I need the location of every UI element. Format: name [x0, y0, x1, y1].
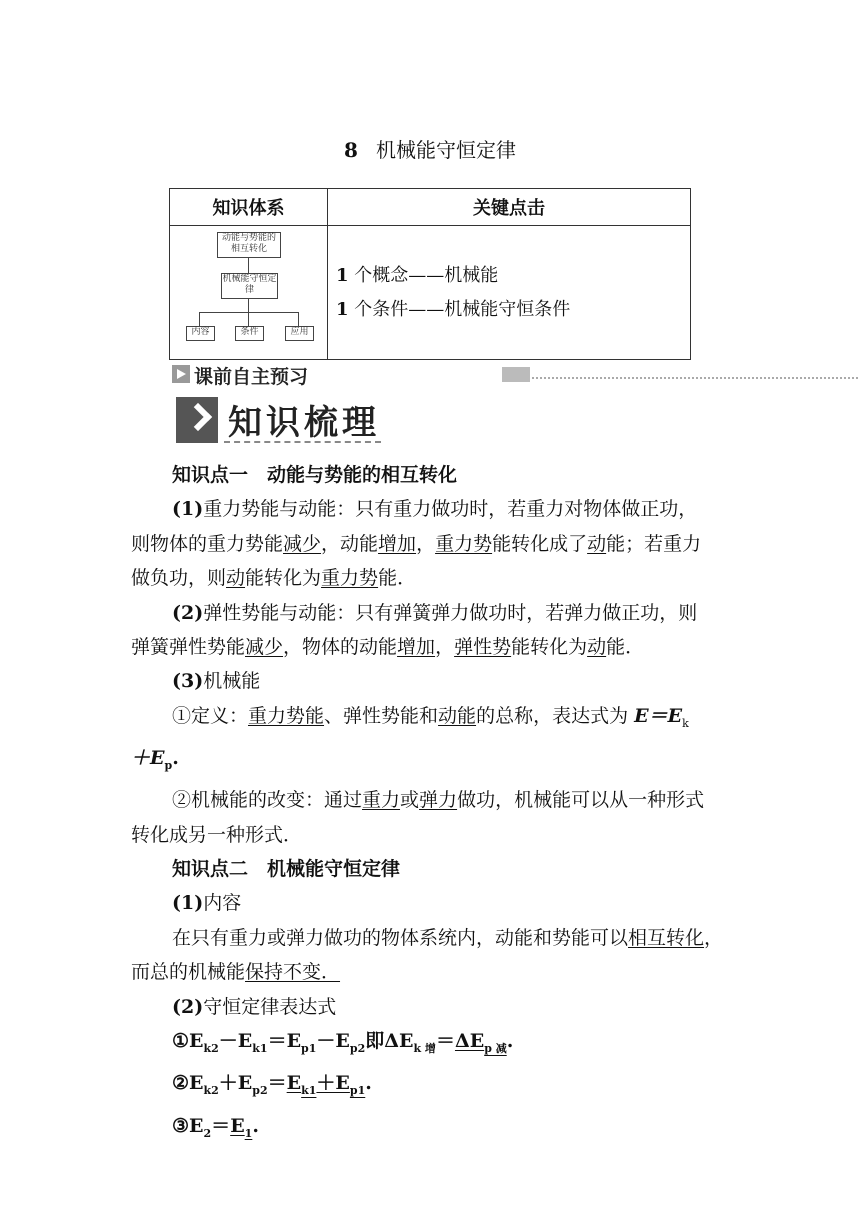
formula-2: $②E_{k2}+E_{p2}=E_{k1}+E_{p1}$. [172, 1072, 372, 1098]
diagram-connector [248, 312, 249, 326]
diagram-box-application: 应用 [285, 326, 314, 341]
paragraph: (1)重力势能与动能：只有重力做功时，若重力对物体做正功， [172, 498, 698, 521]
section-bar-dots [532, 377, 860, 379]
key-point: 1 个条件——机械能守恒条件 [336, 298, 571, 320]
paragraph: ①定义：重力势能、弹性势能和动能的总称，表达式为 $E=E_k$ [172, 704, 689, 730]
key-points-cell [328, 226, 691, 360]
table-header-left: 知识体系 [170, 189, 328, 226]
big-heading [176, 397, 381, 445]
title-number: 8 [344, 138, 358, 162]
key-point: 1 个概念——机械能 [336, 264, 499, 286]
diagram-box-content: 内容 [186, 326, 215, 341]
paragraph: 弹簧弹性势能减少，物体的动能增加，弹性势能转化为动能． [131, 636, 645, 659]
section-bar [172, 364, 778, 388]
content-body [131, 458, 731, 1151]
paragraph: 而总的机械能保持不变． [131, 961, 341, 984]
diagram-cell [170, 226, 328, 360]
arrow-icon [172, 365, 190, 383]
formula-3: $③E_2=E_1$. [172, 1114, 259, 1140]
kp2-title: 知识点二 机械能守恒定律 [172, 858, 401, 881]
paragraph: 转化成另一种形式． [131, 823, 303, 846]
paragraph: (2)守恒定律表达式 [172, 995, 337, 1018]
paragraph: 则物体的重力势能减少，动能增加，重力势能转化成了动能；若重力 [131, 532, 702, 555]
diagram-connector [248, 257, 249, 273]
diagram-connector [199, 312, 299, 313]
section-bar-block [502, 367, 530, 382]
diagram-connector [248, 298, 249, 312]
big-heading-underline [224, 441, 381, 443]
paragraph: (2)弹性势能与动能：只有弹簧弹力做功时，若弹力做正功，则 [172, 601, 698, 624]
diagram-top-box: 动能与势能的相互转化 [217, 232, 281, 258]
paragraph: $+E_p$. [131, 747, 179, 772]
formula-1: $①E_{k2}-E_{k1}=E_{p1}-E_{p2}$即$\Delta E_{k 增}=\Delta E_{p 减}$. [172, 1030, 514, 1055]
big-heading-text: 知识梳理 [228, 403, 380, 443]
chevron-icon [176, 397, 218, 443]
page-title [0, 134, 860, 163]
paragraph: ②机械能的改变：通过重力或弹力做功，机械能可以从一种形式 [172, 789, 705, 812]
diagram-box-condition: 条件 [235, 326, 264, 341]
diagram-connector [298, 312, 299, 326]
section-bar-label: 课前自主预习 [194, 366, 309, 388]
paragraph: 做负功，则动能转化为重力势能． [131, 567, 417, 590]
knowledge-diagram [170, 226, 327, 359]
paragraph: (1)内容 [172, 892, 242, 915]
table-header-right: 关键点击 [328, 189, 691, 226]
paragraph: 在只有重力或弹力做功的物体系统内，动能和势能可以相互转化， [172, 926, 724, 949]
diagram-connector [199, 312, 200, 326]
diagram-mid-box: 机械能守恒定律 [221, 273, 278, 299]
paragraph: (3)机械能 [172, 670, 261, 693]
kp1-title: 知识点一 动能与势能的相互转化 [172, 464, 458, 486]
title-text: 机械能守恒定律 [375, 138, 516, 162]
knowledge-table [169, 188, 691, 360]
